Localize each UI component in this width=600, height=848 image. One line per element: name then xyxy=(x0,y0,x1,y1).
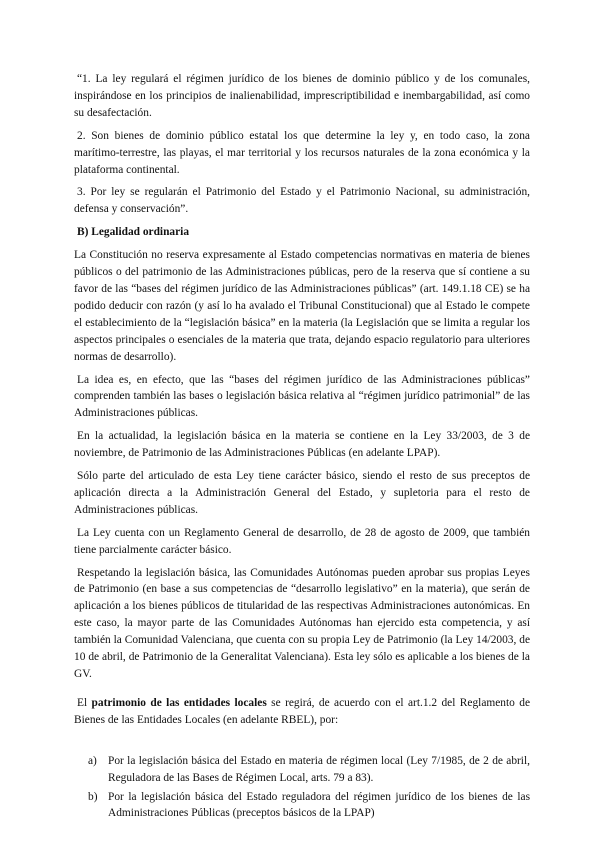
quote-paragraph-2: 2. Son bienes de dominio público estatal los que determine la ley y, en todo caso, la zona marítimo-terrestre, las playas, el mar territorial y los recursos naturales de la zona económica y la plataforma continental. xyxy=(74,129,530,176)
body-paragraph: La Ley cuenta con un Reglamento General de desarrollo, de 28 de agosto de 2009, que también tiene parcialmente carácter básico. xyxy=(74,526,530,556)
section-heading: B) Legalidad ordinaria xyxy=(77,226,190,239)
local-bold-term: patrimonio de las entidades locales xyxy=(91,696,267,709)
list-item xyxy=(74,753,530,787)
sources-list xyxy=(74,753,530,823)
list-marker: b) xyxy=(88,790,98,803)
list-item-text: Por la legislación básica del Estado en materia de régimen local (Ley 7/1985, de 2 de abril, Reguladora de las Bases de Régimen Local, arts. 79 a 83). xyxy=(108,754,530,784)
local-entities-paragraph xyxy=(74,695,530,729)
local-suffix: se regirá, de acuerdo con el art.1.2 del Reglamento de Bienes de las Entidades Locales (en adelante RBEL), por: xyxy=(74,696,530,726)
body-paragraph: La idea es, en efecto, que las “bases del régimen jurídico de las Administraciones públicas” comprenden también las bases o legislación básica relativa al “régimen jurídico patrimonial” de las Administraciones públicas. xyxy=(74,373,530,420)
list-item xyxy=(74,789,530,823)
body-paragraph: Sólo parte del articulado de esta Ley tiene carácter básico, siendo el resto de sus preceptos de aplicación directa a la Administración General del Estado, y supletoria para el resto de Administraciones públicas. xyxy=(74,470,530,516)
quote-paragraph-3: 3. Por ley se regularán el Patrimonio del Estado y el Patrimonio Nacional, su administración, defensa y conservación”. xyxy=(74,186,530,216)
list-marker: a) xyxy=(88,754,97,767)
local-prefix: El xyxy=(77,696,88,709)
body-paragraph: La Constitución no reserva expresamente al Estado competencias normativas en materia de bienes públicos o del patrimonio de las Administraciones públicas, pero de la reserva que sí contiene a su favor de las “bases del régimen jurídico de las Administraciones públicas” (art. 149.1.18 CE) se ha podido deducir con razón (y así lo ha avalado el Tribunal Constitucional) que al Estado le compete el establecimiento de la “legislación básica” en la materia (la Legislación que se limita a regular los aspectos principales o esenciales de la materia que trata, dejando espacio regulatorio para ulteriores normas de desarrollo). xyxy=(74,249,530,363)
body-paragraph: En la actualidad, la legislación básica en la materia se contiene en la Ley 33/2003, de 3 de noviembre, de Patrimonio de las Administraciones Públicas (en adelante LPAP). xyxy=(74,430,530,460)
quote-paragraph-1: “1. La ley regulará el régimen jurídico de los bienes de dominio público y de los comunales, inspirándose en los principios de inalienabilidad, imprescriptibilidad e inembargabilidad, así como su desafectación. xyxy=(74,73,530,119)
body-paragraph: Respetando la legislación básica, las Comunidades Autónomas pueden aprobar sus propias Leyes de Patrimonio (en base a sus competencias de “desarrollo legislativo” en la materia), que serán de aplicación a los bienes públicos de titularidad de las respectivas Administraciones autonómicas. En este caso, la mayor parte de las Comunidades Autónomas han ejercido esta competencia, y así también la Comunidad Valenciana, que cuenta con su propia Ley de Patrimonio (la Ley 14/2003, de 10 de abril, de Patrimonio de la Generalitat Valenciana). Esta ley sólo es aplicable a los bienes de la GV. xyxy=(74,566,530,680)
list-item-text: Por la legislación básica del Estado reguladora del régimen jurídico de los bienes de las Administraciones Públicas (preceptos básicos de la LPAP) xyxy=(108,790,530,820)
